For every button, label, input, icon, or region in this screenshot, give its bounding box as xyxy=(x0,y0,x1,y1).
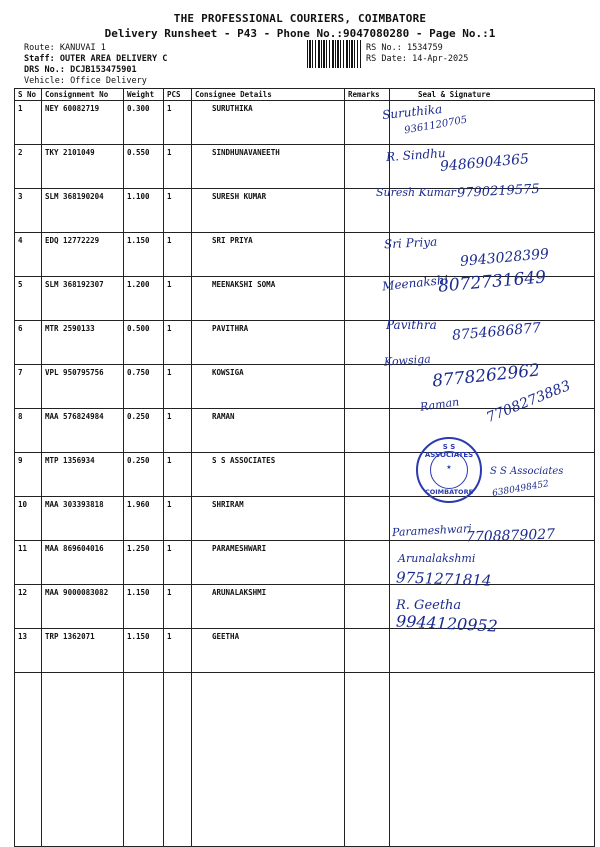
cell-consignee: S S ASSOCIATES xyxy=(192,453,345,497)
signature-3-name: Suresh Kumar xyxy=(376,186,456,199)
signature-12-phone: 9944120952 xyxy=(395,611,499,636)
signature-11-phone: 9751271814 xyxy=(395,568,492,590)
stamp-star: ★ xyxy=(446,464,452,471)
cell-signature xyxy=(390,629,595,673)
cell-sno: 7 xyxy=(15,365,42,409)
table-row xyxy=(15,409,595,453)
cell-consignment: SLM 368190204 xyxy=(42,189,124,233)
signature-4-name: Sri Priya xyxy=(383,234,438,252)
cell-weight: 0.300 xyxy=(124,101,164,145)
cell-consignment: TRP 1362071 xyxy=(42,629,124,673)
route-value: KANUVAI 1 xyxy=(59,43,106,53)
cell-signature xyxy=(390,497,595,541)
rs-date-label: RS Date: xyxy=(366,54,407,64)
signature-2-name: R. Sindhu xyxy=(385,145,447,165)
cell-consignee: ARUNALAKSHMI xyxy=(192,585,345,629)
signature-2-phone: 9486904365 xyxy=(439,151,530,175)
cell-consignee: PARAMESHWARI xyxy=(192,541,345,585)
cell-consignee: RAMAN xyxy=(192,409,345,453)
rs-date-line xyxy=(366,54,468,64)
cell-consignee: GEETHA xyxy=(192,629,345,673)
cell-remarks xyxy=(345,409,390,453)
drs-label: DRS No.: xyxy=(24,65,65,75)
cell-pcs: 1 xyxy=(164,409,192,453)
signature-6-phone: 8754686877 xyxy=(451,320,542,344)
table-row xyxy=(15,629,595,673)
company-title: THE PROFESSIONAL COURIERS, COIMBATORE xyxy=(173,12,427,25)
route-label: Route: xyxy=(24,43,55,53)
cell-consignment: MAA 9000083082 xyxy=(42,585,124,629)
signature-7-phone: 8778262962 xyxy=(431,360,541,392)
drs-value: DCJB153475901 xyxy=(70,65,137,75)
cell-sno: 12 xyxy=(15,585,42,629)
rs-date-value: 14-Apr-2025 xyxy=(412,54,469,64)
cell-signature xyxy=(390,321,595,365)
cell-remarks xyxy=(345,497,390,541)
vehicle-value: Office Delivery xyxy=(70,76,147,86)
cell-signature xyxy=(390,277,595,321)
table-row xyxy=(15,585,595,629)
header-consignee: Consignee Details xyxy=(192,89,345,101)
cell-pcs: 1 xyxy=(164,365,192,409)
cell-weight: 1.150 xyxy=(124,233,164,277)
cell-remarks xyxy=(345,585,390,629)
table-row xyxy=(15,453,595,497)
staff-line xyxy=(24,54,167,64)
cell-signature xyxy=(390,453,595,497)
signature-8-name: Raman xyxy=(419,395,460,414)
cell-signature xyxy=(390,585,595,629)
cell-consignee: SINDHUNAVANEETH xyxy=(192,145,345,189)
cell-remarks xyxy=(345,233,390,277)
table-row xyxy=(15,233,595,277)
signature-1-name: Suruthika xyxy=(381,101,443,123)
cell-consignee: SURESH KUMAR xyxy=(192,189,345,233)
vehicle-line xyxy=(24,76,147,86)
cell-sno: 8 xyxy=(15,409,42,453)
signature-3-phone: 9790219575 xyxy=(456,181,541,202)
cell-pcs: 1 xyxy=(164,101,192,145)
cell-weight: 1.100 xyxy=(124,189,164,233)
cell-pcs: 1 xyxy=(164,541,192,585)
cell-consignment: MAA 869604016 xyxy=(42,541,124,585)
cell-pcs: 1 xyxy=(164,233,192,277)
rs-no-line xyxy=(366,43,443,53)
cell-remarks xyxy=(345,101,390,145)
cell-pcs: 1 xyxy=(164,497,192,541)
cell-remarks xyxy=(345,541,390,585)
cell-consignee: SURUTHIKA xyxy=(192,101,345,145)
signature-6-name: Pavithra xyxy=(386,318,437,332)
rs-no-value: 1534759 xyxy=(406,43,443,53)
table-row xyxy=(15,101,595,145)
cell-weight: 1.200 xyxy=(124,277,164,321)
cell-weight: 1.150 xyxy=(124,629,164,673)
cell-sno: 13 xyxy=(15,629,42,673)
cell-consignment: MTR 2590133 xyxy=(42,321,124,365)
runsheet-table xyxy=(14,88,595,847)
header-weight: Weight xyxy=(124,89,164,101)
drs-line xyxy=(24,65,137,75)
route-line xyxy=(24,43,106,53)
cell-signature xyxy=(390,189,595,233)
cell-sno: 2 xyxy=(15,145,42,189)
cell-pcs: 1 xyxy=(164,585,192,629)
table-filler-row xyxy=(15,673,595,847)
header-sno: S No xyxy=(15,89,42,101)
cell-sno: 10 xyxy=(15,497,42,541)
cell-consignee: SHRIRAM xyxy=(192,497,345,541)
signature-9-phone: 6380498452 xyxy=(491,479,550,499)
cell-signature xyxy=(390,233,595,277)
cell-pcs: 1 xyxy=(164,453,192,497)
staff-value: OUTER AREA DELIVERY C xyxy=(59,54,168,64)
cell-signature xyxy=(390,541,595,585)
signature-5-phone: 8072731649 xyxy=(437,267,547,297)
header-remarks: Remarks xyxy=(345,89,390,101)
signature-7-name: Kowsiga xyxy=(383,352,432,369)
stamp-bottom-text: COIMBATORE xyxy=(424,488,474,496)
cell-pcs: 1 xyxy=(164,145,192,189)
cell-consignment: MAA 576824984 xyxy=(42,409,124,453)
cell-weight: 0.550 xyxy=(124,145,164,189)
signature-10-name: Parameshwari xyxy=(391,521,472,540)
table-row xyxy=(15,321,595,365)
cell-pcs: 1 xyxy=(164,189,192,233)
cell-weight: 0.500 xyxy=(124,321,164,365)
cell-consignee: SRI PRIYA xyxy=(192,233,345,277)
signature-5-name: Meenakshi xyxy=(381,272,449,294)
header-signature: Seal & Signature xyxy=(390,89,595,101)
signature-9-name: S S Associates xyxy=(490,466,564,477)
runsheet-title: Delivery Runsheet - P43 - Phone No.:9047080280 - Page No.:1 xyxy=(104,27,496,40)
table-row xyxy=(15,145,595,189)
cell-remarks xyxy=(345,629,390,673)
table-row xyxy=(15,189,595,233)
cell-consignment: SLM 368192307 xyxy=(42,277,124,321)
signature-11-name: Arunalakshmi xyxy=(398,552,476,565)
cell-consignee: PAVITHRA xyxy=(192,321,345,365)
signature-8-phone: 7708273883 xyxy=(484,377,573,427)
cell-pcs: 1 xyxy=(164,629,192,673)
cell-pcs: 1 xyxy=(164,277,192,321)
table-header-row xyxy=(15,89,595,101)
cell-weight: 1.150 xyxy=(124,585,164,629)
cell-weight: 0.750 xyxy=(124,365,164,409)
cell-sno: 11 xyxy=(15,541,42,585)
cell-signature xyxy=(390,409,595,453)
cell-consignment: TKY 2101049 xyxy=(42,145,124,189)
cell-sno: 1 xyxy=(15,101,42,145)
cell-consignee: MEENAKSHI SOMA xyxy=(192,277,345,321)
cell-signature xyxy=(390,145,595,189)
cell-weight: 1.960 xyxy=(124,497,164,541)
cell-consignment: MTP 1356934 xyxy=(42,453,124,497)
table-row xyxy=(15,277,595,321)
cell-remarks xyxy=(345,277,390,321)
cell-sno: 9 xyxy=(15,453,42,497)
table-row xyxy=(15,365,595,409)
cell-signature xyxy=(390,101,595,145)
table-row xyxy=(15,497,595,541)
signature-12-name: R. Geetha xyxy=(396,598,462,613)
cell-remarks xyxy=(345,321,390,365)
signature-4-phone: 9943028399 xyxy=(459,246,550,270)
signature-10-phone: 7708879027 xyxy=(465,526,556,546)
cell-pcs: 1 xyxy=(164,321,192,365)
cell-consignment: MAA 303393818 xyxy=(42,497,124,541)
rs-no-label: RS No.: xyxy=(366,43,402,53)
header-pcs: PCS xyxy=(164,89,192,101)
table-row xyxy=(15,541,595,585)
header-consignment: Consignment No xyxy=(42,89,124,101)
cell-remarks xyxy=(345,453,390,497)
cell-sno: 4 xyxy=(15,233,42,277)
cell-sno: 6 xyxy=(15,321,42,365)
stamp-top-text: S S ASSOCIATES xyxy=(424,443,474,459)
cell-sno: 5 xyxy=(15,277,42,321)
signature-1-phone: 9361120705 xyxy=(403,114,469,137)
barcode xyxy=(307,40,361,68)
staff-label: Staff: xyxy=(24,54,55,64)
cell-consignee: KOWSIGA xyxy=(192,365,345,409)
cell-weight: 0.250 xyxy=(124,409,164,453)
cell-signature xyxy=(390,365,595,409)
cell-sno: 3 xyxy=(15,189,42,233)
cell-consignment: EDQ 12772229 xyxy=(42,233,124,277)
vehicle-label: Vehicle: xyxy=(24,76,65,86)
cell-consignment: NEY 60082719 xyxy=(42,101,124,145)
cell-remarks xyxy=(345,189,390,233)
cell-weight: 0.250 xyxy=(124,453,164,497)
cell-remarks xyxy=(345,145,390,189)
cell-weight: 1.250 xyxy=(124,541,164,585)
cell-remarks xyxy=(345,365,390,409)
cell-consignment: VPL 950795756 xyxy=(42,365,124,409)
